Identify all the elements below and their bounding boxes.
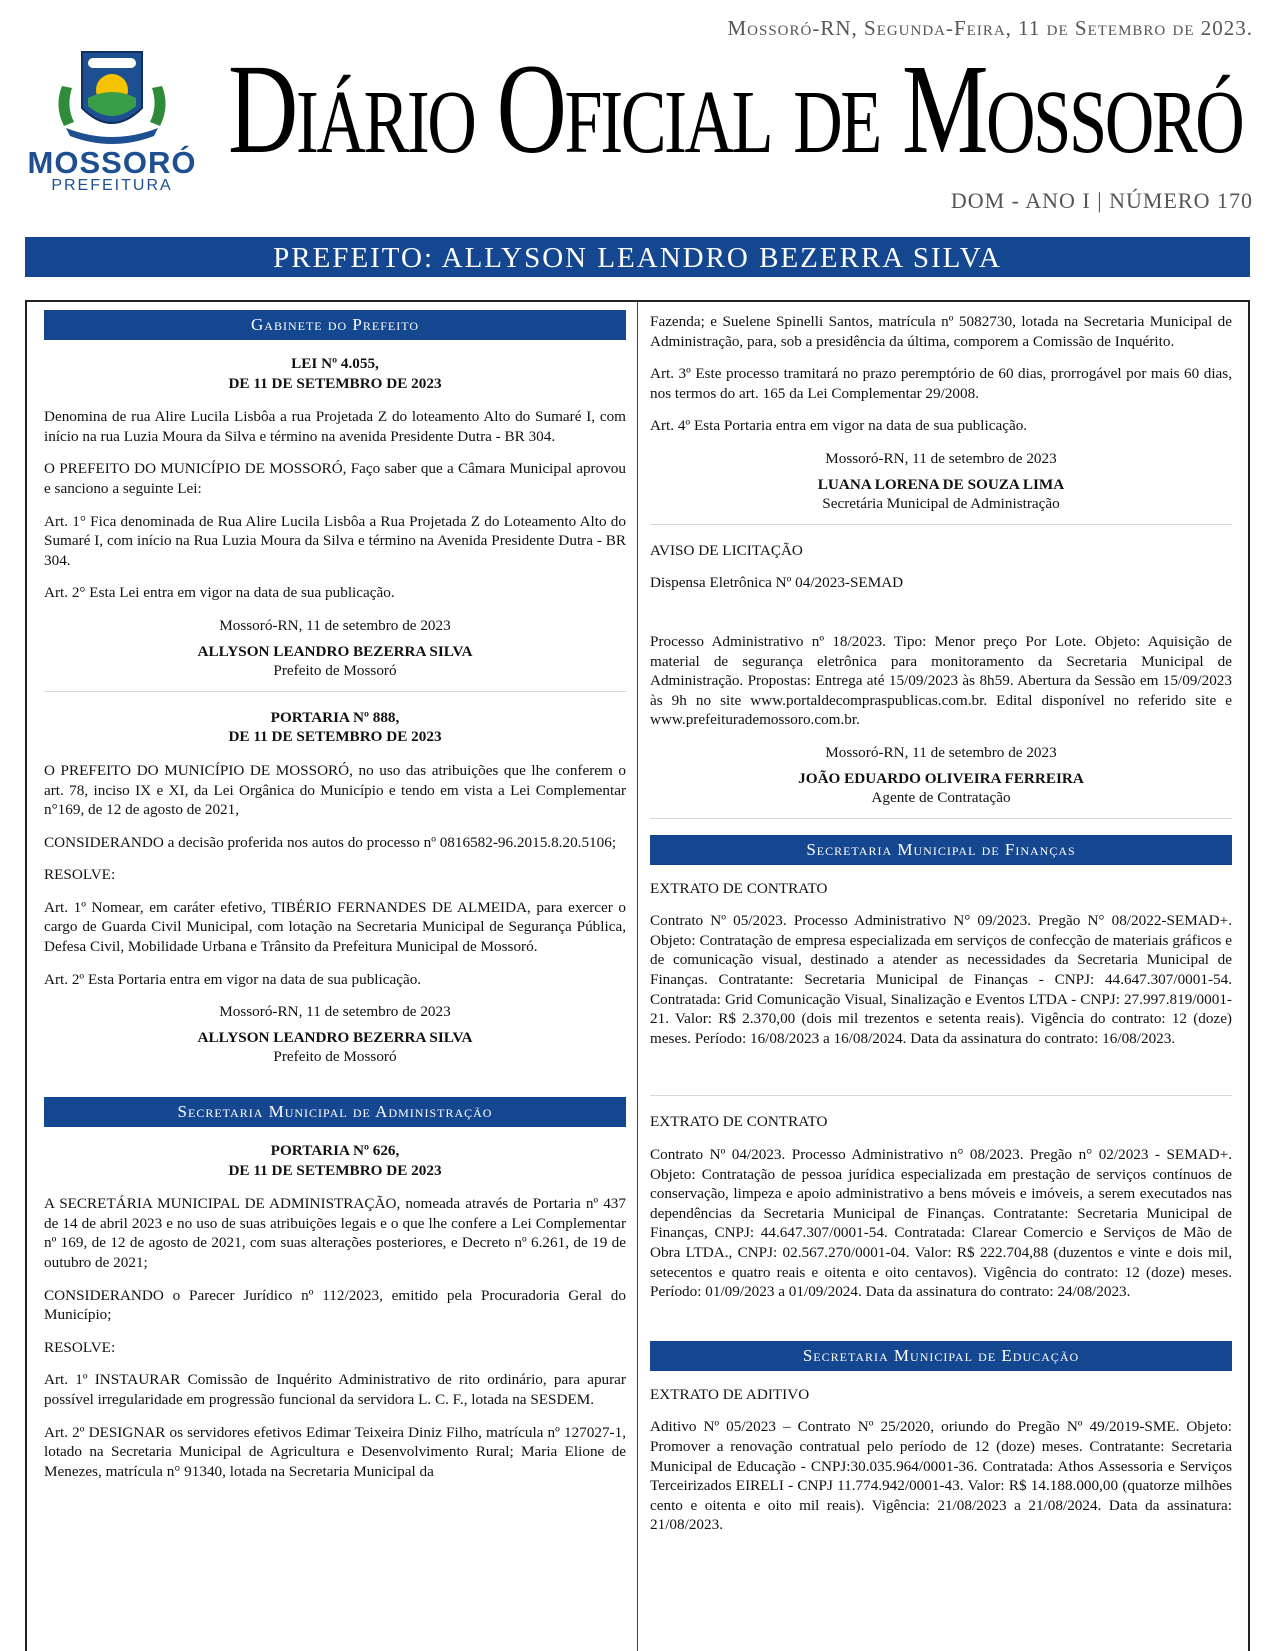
portaria888-signer: ALLYSON LEANDRO BEZERRA SILVA — [197, 1028, 473, 1046]
separator — [650, 1095, 1232, 1096]
section-gabinete: Gabinete do Prefeito — [44, 310, 626, 340]
coat-of-arms-icon — [52, 46, 172, 146]
separator — [650, 524, 1232, 525]
portaria888-title-line1: PORTARIA Nº 888, — [270, 708, 400, 726]
aviso-role: Agente de Contratação — [871, 789, 1011, 807]
aviso-body: Processo Administrativo nº 18/2023. Tipo: Menor preço Por Lote. Objeto: Aquisição de material de segurança eletrônica para monitoramento da Secretaria Municipal de Administração. Propostas: Entrega até 15/09/2023 às 8h59. Abertura da Sessão em 15/09/2023 às 9h no site www.portaldecompraspublicas.com.br. Edital disponível no referido site e www.prefeiturademossoro.com.br. — [650, 632, 1232, 729]
logo-name: MOSSORÓ — [27, 145, 197, 180]
prefeitura-logo — [22, 46, 202, 206]
aviso-dispensa: Dispensa Eletrônica Nº 04/2023-SEMAD — [650, 574, 904, 592]
extrato2-title: EXTRATO DE CONTRATO — [650, 1113, 828, 1131]
portaria626-art2: Art. 2º DESIGNAR os servidores efetivos Edimar Teixeira Diniz Filho, matrícula nº 127027-1, lotado na Secretaria Municipal de Agricultura e Desenvolvimento Rural; Maria Elione de Menezes, matrícula n° 91340, lotada na Secretaria Municipal da — [44, 1423, 626, 1480]
portaria626-continuation: Fazenda; e Suelene Spinelli Santos, matrícula nº 5082730, lotada na Secretaria Municipal de Administração, para, sob a presidência da última, comporem a Comissão de Inquérito. — [650, 313, 1232, 350]
separator — [650, 818, 1232, 819]
aviso-signer: JOÃO EDUARDO OLIVEIRA FERREIRA — [798, 769, 1084, 787]
lei-title-line1: LEI Nº 4.055, — [291, 355, 379, 372]
portaria626-resolve: RESOLVE: — [44, 1338, 116, 1356]
portaria888-title-line2: DE 11 DE SETEMBRO DE 2023 — [228, 728, 442, 746]
aditivo-title: EXTRATO DE ADITIVO — [650, 1385, 810, 1403]
right-column — [650, 312, 1232, 1548]
portaria888-considerando: CONSIDERANDO a decisão proferida nos autos do processo nº 0816582-96.2015.8.20.5106; — [44, 833, 617, 851]
mayor-banner: PREFEITO: ALLYSON LEANDRO BEZERRA SILVA — [25, 237, 1250, 277]
lei-role: Prefeito de Mossoró — [273, 662, 397, 680]
portaria626-considerando: CONSIDERANDO o Parecer Jurídico nº 112/2023, emitido pela Procuradoria Geral do Município; — [44, 1286, 626, 1324]
portaria626-art3: Art. 3º Este processo tramitará no prazo peremptório de 60 dias, prorrogável por mais 60 dias, nos termos do art. 165 da Lei Complementar 29/2008. — [650, 365, 1232, 402]
lei-title — [44, 354, 626, 393]
dateline: Mossoró-RN, Segunda-Feira, 11 de Setembro de 2023. — [727, 16, 1253, 40]
portaria626-title-line1: PORTARIA Nº 626, — [270, 1142, 400, 1160]
portaria888-role: Prefeito de Mossoró — [273, 1048, 397, 1066]
portaria888-title — [44, 708, 626, 747]
portaria626-preamble: A SECRETÁRIA MUNICIPAL DE ADMINISTRAÇÃO, nomeada através de Portaria nº 437 de 14 de abril 2023 e no uso de suas atribuições legais e o que lhe confere a Lei Complementar nº 169, de 12 de agosto de 2021, com suas alterações posteriores, e Decreto nº 6.261, de 19 de outubro de 2021; — [44, 1195, 626, 1271]
extrato1-title: EXTRATO DE CONTRATO — [650, 879, 828, 897]
portaria626-art1: Art. 1º INSTAURAR Comissão de Inquérito Administrativo de rito ordinário, para apurar possível irregularidade em progressão funcional da servidora L. C. F., lotada na SESDEM. — [44, 1371, 626, 1408]
portaria626-title — [44, 1141, 626, 1180]
edition-number: DOM - ANO I | NÚMERO 170 — [950, 188, 1253, 213]
column-divider — [637, 302, 638, 1651]
aviso-title: AVISO DE LICITAÇÃO — [650, 541, 803, 559]
aditivo-body: Aditivo Nº 05/2023 – Contrato Nº 25/2020, oriundo do Pregão Nº 49/2019-SME. Objeto: Promover a renovação contratual pelo período de 12 (doze) meses. Contratante: Secretaria Municipal de Educação - CNPJ:30.035.964/0001-36. Contratada: Athos Assessoria e Serviços Terceirizados EIRELI - CNPJ 11.774.942/0001-43. Valor: R$ 14.188.000,00 (quatorze milhões cento e oitenta e oito mil reais). Vigência: 21/08/2023 a 21/08/2024. Data da assinatura: 21/08/2023. — [650, 1418, 1232, 1534]
portaria626-date: Mossoró-RN, 11 de setembro de 2023 — [825, 449, 1057, 467]
portaria626-signer: LUANA LORENA DE SOUZA LIMA — [817, 475, 1065, 493]
portaria626-art4: Art. 4º Esta Portaria entra em vigor na data de sua publicação. — [650, 417, 1028, 435]
portaria888-resolve: RESOLVE: — [44, 866, 116, 884]
lei-preamble: O PREFEITO DO MUNICÍPIO DE MOSSORÓ, Faço saber que a Câmara Municipal aprovou e sanciono a seguinte Lei: — [44, 460, 626, 497]
lei-signer: ALLYSON LEANDRO BEZERRA SILVA — [197, 642, 473, 660]
portaria626-title-line2: DE 11 DE SETEMBRO DE 2023 — [228, 1161, 442, 1179]
portaria626-role: Secretária Municipal de Administração — [822, 495, 1060, 513]
lei-ementa: Denomina de rua Alire Lucila Lisbôa a rua Projetada Z do loteamento Alto do Sumaré I, com início na rua Luzia Moura da Silva e término na avenida Presidente Dutra - BR 304. — [44, 408, 626, 445]
section-educacao: Secretaria Municipal de Educação — [650, 1341, 1232, 1371]
section-financas: Secretaria Municipal de Finanças — [650, 835, 1232, 865]
left-column — [44, 310, 626, 1494]
portaria888-art2: Art. 2º Esta Portaria entra em vigor na data de sua publicação. — [44, 970, 422, 988]
portaria888-preamble: O PREFEITO DO MUNICÍPIO DE MOSSORÓ, no uso das atribuições que lhe conferem o art. 78, inciso IX e XI, da Lei Orgânica do Município e tendo em vista a Lei Complementar n°169, de 12 de agosto de 2021, — [44, 761, 626, 819]
portaria888-art1: Art. 1º Nomear, em caráter efetivo, TIBÉRIO FERNANDES DE ALMEIDA, para exercer o cargo de Guarda Civil Municipal, com lotação na Secretaria Municipal de Segurança Pública, Defesa Civil, Mobilidade Urbana e Trânsito da Prefeitura Municipal de Mossoró. — [44, 898, 626, 956]
portaria888-date: Mossoró-RN, 11 de setembro de 2023 — [219, 1003, 451, 1021]
lei-date: Mossoró-RN, 11 de setembro de 2023 — [219, 616, 451, 634]
aviso-date: Mossoró-RN, 11 de setembro de 2023 — [825, 743, 1057, 761]
extrato1-body: Contrato Nº 05/2023. Processo Administrativo N° 09/2023. Pregão N° 08/2022-SEMAD+. Objeto: Contratação de empresa especializada em serviços de confecção de materiais gráficos e de comunicação visual, destinado a atender as necessidades da Secretaria Municipal de Finanças. Contratante: Secretaria Municipal de Finanças - CNPJ: 44.647.307/0001-54. Contratada: Grid Comunicação Visual, Sinalização e Eventos LTDA - CNPJ: 27.997.819/0001-21. Valor: R$ 2.370,00 (dois mil trezentos e setenta reais). Vigência do contrato: 12 (doze) meses. Período: 16/08/2023 a 16/08/2024. Data da assinatura do contrato: 16/08/2023. — [650, 912, 1232, 1047]
extrato2-body: Contrato Nº 04/2023. Processo Administrativo n° 08/2023. Pregão n° 02/2023 - SEMAD+. Objeto: Contratação de pessoa jurídica especializada em prestação de serviços contínuos de conservação, limpeza e apoio administrativo a bens móveis e imóveis, a serem executados nas dependências da Secretaria Municipal de Finanças. Contratante: Secretaria Municipal de Finanças, CNPJ: 44.647.307/0001-54. Contratada: Clarear Comercio e Serviços de Mão de Obra LTDA., CNPJ: 02.567.270/0001-04. Valor: R$ 222.704,88 (duzentos e vinte e dois mil, setecentos e quatro reais e oitenta e oito centavos). Vigência do contrato: 12 (doze) meses. Período: 01/09/2023 a 01/09/2024. Data da assinatura do contrato: 24/08/2023. — [650, 1146, 1232, 1301]
separator — [44, 691, 626, 692]
lei-art2: Art. 2° Esta Lei entra em vigor na data de sua publicação. — [44, 584, 395, 602]
logo-subtitle: PREFEITURA — [51, 177, 173, 194]
section-administracao: Secretaria Municipal de Administração — [44, 1097, 626, 1127]
lei-title-line2: DE 11 DE SETEMBRO DE 2023 — [228, 374, 442, 392]
lei-art1: Art. 1° Fica denominada de Rua Alire Lucila Lisbôa a Rua Projetada Z do Loteamento Alto do Sumaré I, com início na Rua Luzia Moura da Silva e término na Avenida Presidente Dutra - BR 304. — [44, 512, 626, 569]
masthead-title: Diário Oficial de Mossoró — [228, 38, 1243, 180]
